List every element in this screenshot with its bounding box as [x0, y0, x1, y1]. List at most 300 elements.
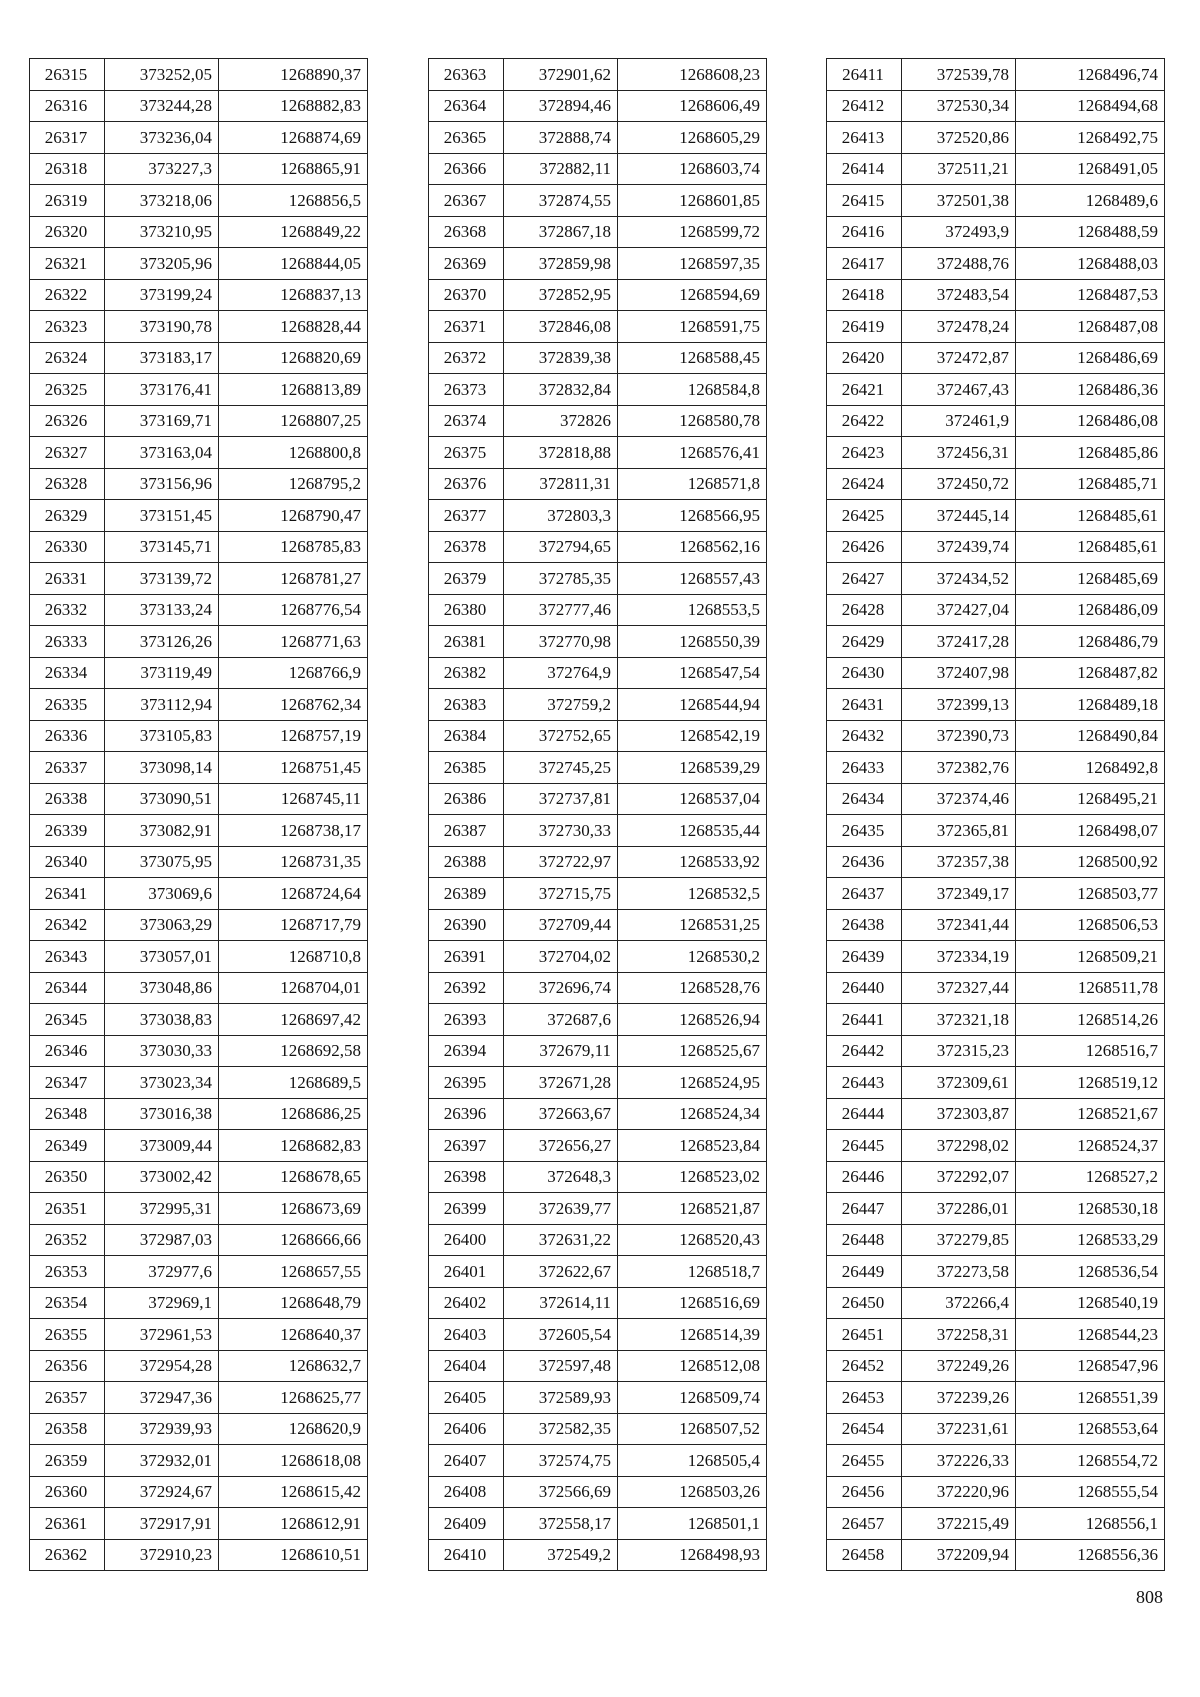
y-coordinate-cell: 1268514,26	[1016, 1004, 1165, 1036]
y-coordinate-cell: 1268640,37	[219, 1319, 368, 1351]
point-number-cell: 26449	[827, 1256, 902, 1288]
table-row	[429, 1476, 767, 1508]
x-coordinate-cell: 372467,43	[902, 374, 1016, 406]
table-row	[30, 1130, 368, 1162]
table-row	[429, 1004, 767, 1036]
x-coordinate-cell: 373156,96	[105, 468, 219, 500]
point-number-cell: 26384	[429, 720, 504, 752]
y-coordinate-cell: 1268554,72	[1016, 1445, 1165, 1477]
table-row	[30, 846, 368, 878]
point-number-cell: 26361	[30, 1508, 105, 1540]
table-row	[30, 909, 368, 941]
y-coordinate-cell: 1268495,21	[1016, 783, 1165, 815]
y-coordinate-cell: 1268599,72	[618, 216, 767, 248]
y-coordinate-cell: 1268535,44	[618, 815, 767, 847]
x-coordinate-cell: 372566,69	[504, 1476, 618, 1508]
point-number-cell: 26343	[30, 941, 105, 973]
point-number-cell: 26427	[827, 563, 902, 595]
table-row	[827, 1319, 1165, 1351]
table-row	[429, 153, 767, 185]
y-coordinate-cell: 1268516,69	[618, 1287, 767, 1319]
x-coordinate-cell: 372852,95	[504, 279, 618, 311]
table-row	[429, 1382, 767, 1414]
table-row	[30, 689, 368, 721]
x-coordinate-cell: 373210,95	[105, 216, 219, 248]
table-row	[827, 311, 1165, 343]
point-number-cell: 26370	[429, 279, 504, 311]
table-row	[429, 1539, 767, 1571]
table-row	[429, 1508, 767, 1540]
point-number-cell: 26404	[429, 1350, 504, 1382]
x-coordinate-cell: 372648,3	[504, 1161, 618, 1193]
x-coordinate-cell: 372417,28	[902, 626, 1016, 658]
table-row	[30, 594, 368, 626]
table-row	[827, 1413, 1165, 1445]
point-number-cell: 26408	[429, 1476, 504, 1508]
x-coordinate-cell: 373236,04	[105, 122, 219, 154]
x-coordinate-cell: 372478,24	[902, 311, 1016, 343]
table-row	[429, 59, 767, 91]
point-number-cell: 26350	[30, 1161, 105, 1193]
point-number-cell: 26429	[827, 626, 902, 658]
x-coordinate-cell: 373145,71	[105, 531, 219, 563]
y-coordinate-cell: 1268485,69	[1016, 563, 1165, 595]
x-coordinate-cell: 372434,52	[902, 563, 1016, 595]
x-coordinate-cell: 372589,93	[504, 1382, 618, 1414]
x-coordinate-cell: 372969,1	[105, 1287, 219, 1319]
point-number-cell: 26402	[429, 1287, 504, 1319]
point-number-cell: 26450	[827, 1287, 902, 1319]
x-coordinate-cell: 372539,78	[902, 59, 1016, 91]
y-coordinate-cell: 1268689,5	[219, 1067, 368, 1099]
y-coordinate-cell: 1268487,53	[1016, 279, 1165, 311]
x-coordinate-cell: 373023,34	[105, 1067, 219, 1099]
table-row	[429, 657, 767, 689]
x-coordinate-cell: 372917,91	[105, 1508, 219, 1540]
y-coordinate-cell: 1268533,29	[1016, 1224, 1165, 1256]
x-coordinate-cell: 373075,95	[105, 846, 219, 878]
y-coordinate-cell: 1268486,69	[1016, 342, 1165, 374]
point-number-cell: 26341	[30, 878, 105, 910]
table-row	[827, 815, 1165, 847]
x-coordinate-cell: 372785,35	[504, 563, 618, 595]
table-row	[827, 657, 1165, 689]
point-number-cell: 26454	[827, 1413, 902, 1445]
y-coordinate-cell: 1268553,5	[618, 594, 767, 626]
table-row	[429, 752, 767, 784]
coordinate-table-3	[826, 58, 1165, 1571]
y-coordinate-cell: 1268820,69	[219, 342, 368, 374]
x-coordinate-cell: 372882,11	[504, 153, 618, 185]
point-number-cell: 26331	[30, 563, 105, 595]
table-row	[30, 531, 368, 563]
table-row	[827, 153, 1165, 185]
table-row	[429, 405, 767, 437]
table-row	[827, 1350, 1165, 1382]
table-row	[30, 1539, 368, 1571]
point-number-cell: 26321	[30, 248, 105, 280]
point-number-cell: 26439	[827, 941, 902, 973]
y-coordinate-cell: 1268588,45	[618, 342, 767, 374]
y-coordinate-cell: 1268542,19	[618, 720, 767, 752]
y-coordinate-cell: 1268485,61	[1016, 500, 1165, 532]
point-number-cell: 26448	[827, 1224, 902, 1256]
table-row	[429, 1161, 767, 1193]
point-number-cell: 26344	[30, 972, 105, 1004]
x-coordinate-cell: 372258,31	[902, 1319, 1016, 1351]
table-row	[827, 878, 1165, 910]
y-coordinate-cell: 1268487,08	[1016, 311, 1165, 343]
table-row	[30, 657, 368, 689]
table-row	[827, 1224, 1165, 1256]
point-number-cell: 26452	[827, 1350, 902, 1382]
y-coordinate-cell: 1268807,25	[219, 405, 368, 437]
point-number-cell: 26352	[30, 1224, 105, 1256]
x-coordinate-cell: 372639,77	[504, 1193, 618, 1225]
point-number-cell: 26367	[429, 185, 504, 217]
y-coordinate-cell: 1268491,05	[1016, 153, 1165, 185]
x-coordinate-cell: 372488,76	[902, 248, 1016, 280]
point-number-cell: 26414	[827, 153, 902, 185]
table-row	[30, 752, 368, 784]
point-number-cell: 26332	[30, 594, 105, 626]
y-coordinate-cell: 1268874,69	[219, 122, 368, 154]
table-row	[827, 1539, 1165, 1571]
y-coordinate-cell: 1268849,22	[219, 216, 368, 248]
point-number-cell: 26415	[827, 185, 902, 217]
table-row	[429, 878, 767, 910]
table-row	[30, 311, 368, 343]
point-number-cell: 26317	[30, 122, 105, 154]
y-coordinate-cell: 1268781,27	[219, 563, 368, 595]
point-number-cell: 26431	[827, 689, 902, 721]
point-number-cell: 26363	[429, 59, 504, 91]
x-coordinate-cell: 372954,28	[105, 1350, 219, 1382]
table-row	[429, 342, 767, 374]
y-coordinate-cell: 1268618,08	[219, 1445, 368, 1477]
point-number-cell: 26324	[30, 342, 105, 374]
table-row	[827, 626, 1165, 658]
y-coordinate-cell: 1268762,34	[219, 689, 368, 721]
y-coordinate-cell: 1268594,69	[618, 279, 767, 311]
y-coordinate-cell: 1268514,39	[618, 1319, 767, 1351]
y-coordinate-cell: 1268531,25	[618, 909, 767, 941]
y-coordinate-cell: 1268521,87	[618, 1193, 767, 1225]
table-row	[429, 90, 767, 122]
y-coordinate-cell: 1268511,78	[1016, 972, 1165, 1004]
y-coordinate-cell: 1268498,93	[618, 1539, 767, 1571]
point-number-cell: 26382	[429, 657, 504, 689]
table-row	[429, 563, 767, 595]
x-coordinate-cell: 373030,33	[105, 1035, 219, 1067]
x-coordinate-cell: 372399,13	[902, 689, 1016, 721]
x-coordinate-cell: 372770,98	[504, 626, 618, 658]
x-coordinate-cell: 373205,96	[105, 248, 219, 280]
point-number-cell: 26405	[429, 1382, 504, 1414]
table-row	[827, 594, 1165, 626]
x-coordinate-cell: 372939,93	[105, 1413, 219, 1445]
y-coordinate-cell: 1268553,64	[1016, 1413, 1165, 1445]
table-row	[827, 1382, 1165, 1414]
table-row	[30, 59, 368, 91]
point-number-cell: 26356	[30, 1350, 105, 1382]
point-number-cell: 26399	[429, 1193, 504, 1225]
x-coordinate-cell: 373057,01	[105, 941, 219, 973]
x-coordinate-cell: 373133,24	[105, 594, 219, 626]
y-coordinate-cell: 1268494,68	[1016, 90, 1165, 122]
point-number-cell: 26440	[827, 972, 902, 1004]
y-coordinate-cell: 1268666,66	[219, 1224, 368, 1256]
table-row	[827, 90, 1165, 122]
x-coordinate-cell: 372407,98	[902, 657, 1016, 689]
point-number-cell: 26358	[30, 1413, 105, 1445]
x-coordinate-cell: 372315,23	[902, 1035, 1016, 1067]
y-coordinate-cell: 1268486,79	[1016, 626, 1165, 658]
point-number-cell: 26436	[827, 846, 902, 878]
table-row	[827, 563, 1165, 595]
y-coordinate-cell: 1268550,39	[618, 626, 767, 658]
table-row	[429, 122, 767, 154]
x-coordinate-cell: 372737,81	[504, 783, 618, 815]
y-coordinate-cell: 1268605,29	[618, 122, 767, 154]
point-number-cell: 26395	[429, 1067, 504, 1099]
x-coordinate-cell: 372987,03	[105, 1224, 219, 1256]
x-coordinate-cell: 372520,86	[902, 122, 1016, 154]
table-row	[827, 689, 1165, 721]
x-coordinate-cell: 373139,72	[105, 563, 219, 595]
point-number-cell: 26373	[429, 374, 504, 406]
y-coordinate-cell: 1268717,79	[219, 909, 368, 941]
point-number-cell: 26366	[429, 153, 504, 185]
x-coordinate-cell: 373183,17	[105, 342, 219, 374]
y-coordinate-cell: 1268485,86	[1016, 437, 1165, 469]
table-row	[827, 216, 1165, 248]
point-number-cell: 26401	[429, 1256, 504, 1288]
x-coordinate-cell: 372357,38	[902, 846, 1016, 878]
point-number-cell: 26339	[30, 815, 105, 847]
y-coordinate-cell: 1268576,41	[618, 437, 767, 469]
x-coordinate-cell: 372472,87	[902, 342, 1016, 374]
table-row	[429, 1319, 767, 1351]
table-row	[30, 279, 368, 311]
y-coordinate-cell: 1268620,9	[219, 1413, 368, 1445]
table-row	[827, 1508, 1165, 1540]
point-number-cell: 26433	[827, 752, 902, 784]
table-row	[429, 311, 767, 343]
table-row	[827, 1161, 1165, 1193]
point-number-cell: 26456	[827, 1476, 902, 1508]
y-coordinate-cell: 1268492,8	[1016, 752, 1165, 784]
x-coordinate-cell: 372759,2	[504, 689, 618, 721]
table-row	[30, 248, 368, 280]
table-row	[30, 468, 368, 500]
table-row	[827, 59, 1165, 91]
point-number-cell: 26329	[30, 500, 105, 532]
point-number-cell: 26445	[827, 1130, 902, 1162]
point-number-cell: 26409	[429, 1508, 504, 1540]
point-number-cell: 26315	[30, 59, 105, 91]
y-coordinate-cell: 1268865,91	[219, 153, 368, 185]
table-row	[30, 972, 368, 1004]
table-row	[827, 374, 1165, 406]
table-row	[429, 626, 767, 658]
point-number-cell: 26381	[429, 626, 504, 658]
point-number-cell: 26325	[30, 374, 105, 406]
point-number-cell: 26396	[429, 1098, 504, 1130]
x-coordinate-cell: 372574,75	[504, 1445, 618, 1477]
table-row	[30, 500, 368, 532]
point-number-cell: 26458	[827, 1539, 902, 1571]
y-coordinate-cell: 1268731,35	[219, 846, 368, 878]
table-row	[429, 815, 767, 847]
point-number-cell: 26320	[30, 216, 105, 248]
x-coordinate-cell: 372709,44	[504, 909, 618, 941]
table-row	[30, 153, 368, 185]
point-number-cell: 26327	[30, 437, 105, 469]
x-coordinate-cell: 372220,96	[902, 1476, 1016, 1508]
x-coordinate-cell: 373199,24	[105, 279, 219, 311]
point-number-cell: 26392	[429, 972, 504, 1004]
point-number-cell: 26376	[429, 468, 504, 500]
y-coordinate-cell: 1268610,51	[219, 1539, 368, 1571]
x-coordinate-cell: 373016,38	[105, 1098, 219, 1130]
table-row	[429, 216, 767, 248]
y-coordinate-cell: 1268625,77	[219, 1382, 368, 1414]
point-number-cell: 26421	[827, 374, 902, 406]
x-coordinate-cell: 372493,9	[902, 216, 1016, 248]
page-number: 808	[1136, 1587, 1163, 1607]
y-coordinate-cell: 1268507,52	[618, 1413, 767, 1445]
x-coordinate-cell: 372715,75	[504, 878, 618, 910]
y-coordinate-cell: 1268597,35	[618, 248, 767, 280]
point-number-cell: 26420	[827, 342, 902, 374]
y-coordinate-cell: 1268524,34	[618, 1098, 767, 1130]
y-coordinate-cell: 1268584,8	[618, 374, 767, 406]
table-row	[30, 1161, 368, 1193]
x-coordinate-cell: 372303,87	[902, 1098, 1016, 1130]
point-number-cell: 26441	[827, 1004, 902, 1036]
x-coordinate-cell: 372445,14	[902, 500, 1016, 532]
x-coordinate-cell: 372977,6	[105, 1256, 219, 1288]
point-number-cell: 26336	[30, 720, 105, 752]
y-coordinate-cell: 1268547,96	[1016, 1350, 1165, 1382]
x-coordinate-cell: 372341,44	[902, 909, 1016, 941]
y-coordinate-cell: 1268486,09	[1016, 594, 1165, 626]
y-coordinate-cell: 1268813,89	[219, 374, 368, 406]
x-coordinate-cell: 372349,17	[902, 878, 1016, 910]
point-number-cell: 26423	[827, 437, 902, 469]
point-number-cell: 26348	[30, 1098, 105, 1130]
table-row	[429, 594, 767, 626]
table-row	[30, 1256, 368, 1288]
point-number-cell: 26355	[30, 1319, 105, 1351]
point-number-cell: 26443	[827, 1067, 902, 1099]
y-coordinate-cell: 1268537,04	[618, 783, 767, 815]
x-coordinate-cell: 372279,85	[902, 1224, 1016, 1256]
x-coordinate-cell: 373090,51	[105, 783, 219, 815]
x-coordinate-cell: 372745,25	[504, 752, 618, 784]
y-coordinate-cell: 1268523,02	[618, 1161, 767, 1193]
table-row	[827, 972, 1165, 1004]
y-coordinate-cell: 1268488,59	[1016, 216, 1165, 248]
table-row	[429, 972, 767, 1004]
x-coordinate-cell: 372832,84	[504, 374, 618, 406]
y-coordinate-cell: 1268509,21	[1016, 941, 1165, 973]
x-coordinate-cell: 373038,83	[105, 1004, 219, 1036]
x-coordinate-cell: 373227,3	[105, 153, 219, 185]
point-number-cell: 26398	[429, 1161, 504, 1193]
point-number-cell: 26410	[429, 1539, 504, 1571]
x-coordinate-cell: 372439,74	[902, 531, 1016, 563]
y-coordinate-cell: 1268648,79	[219, 1287, 368, 1319]
y-coordinate-cell: 1268490,84	[1016, 720, 1165, 752]
y-coordinate-cell: 1268556,36	[1016, 1539, 1165, 1571]
y-coordinate-cell: 1268571,8	[618, 468, 767, 500]
y-coordinate-cell: 1268540,19	[1016, 1287, 1165, 1319]
x-coordinate-cell: 372811,31	[504, 468, 618, 500]
table-row	[30, 1004, 368, 1036]
table-row	[429, 909, 767, 941]
y-coordinate-cell: 1268745,11	[219, 783, 368, 815]
point-number-cell: 26334	[30, 657, 105, 689]
point-number-cell: 26406	[429, 1413, 504, 1445]
x-coordinate-cell: 372239,26	[902, 1382, 1016, 1414]
y-coordinate-cell: 1268523,84	[618, 1130, 767, 1162]
y-coordinate-cell: 1268692,58	[219, 1035, 368, 1067]
point-number-cell: 26434	[827, 783, 902, 815]
point-number-cell: 26417	[827, 248, 902, 280]
x-coordinate-cell: 372334,19	[902, 941, 1016, 973]
point-number-cell: 26451	[827, 1319, 902, 1351]
point-number-cell: 26442	[827, 1035, 902, 1067]
y-coordinate-cell: 1268530,18	[1016, 1193, 1165, 1225]
x-coordinate-cell: 373002,42	[105, 1161, 219, 1193]
table-row	[827, 468, 1165, 500]
point-number-cell: 26428	[827, 594, 902, 626]
x-coordinate-cell: 372450,72	[902, 468, 1016, 500]
x-coordinate-cell: 373009,44	[105, 1130, 219, 1162]
table-row	[827, 1130, 1165, 1162]
table-row	[429, 185, 767, 217]
y-coordinate-cell: 1268528,76	[618, 972, 767, 1004]
y-coordinate-cell: 1268525,67	[618, 1035, 767, 1067]
table-row	[827, 1256, 1165, 1288]
table-row	[827, 248, 1165, 280]
point-number-cell: 26330	[30, 531, 105, 563]
x-coordinate-cell: 373176,41	[105, 374, 219, 406]
point-number-cell: 26444	[827, 1098, 902, 1130]
point-number-cell: 26375	[429, 437, 504, 469]
table-row	[827, 437, 1165, 469]
y-coordinate-cell: 1268485,71	[1016, 468, 1165, 500]
point-number-cell: 26419	[827, 311, 902, 343]
y-coordinate-cell: 1268519,12	[1016, 1067, 1165, 1099]
table-row	[30, 374, 368, 406]
x-coordinate-cell: 372292,07	[902, 1161, 1016, 1193]
table-row	[827, 1193, 1165, 1225]
x-coordinate-cell: 372818,88	[504, 437, 618, 469]
point-number-cell: 26411	[827, 59, 902, 91]
point-number-cell: 26457	[827, 1508, 902, 1540]
table-row	[429, 1445, 767, 1477]
y-coordinate-cell: 1268562,16	[618, 531, 767, 563]
table-row	[429, 374, 767, 406]
x-coordinate-cell: 372932,01	[105, 1445, 219, 1477]
table-row	[30, 1413, 368, 1445]
table-row	[30, 1445, 368, 1477]
table-row	[827, 500, 1165, 532]
y-coordinate-cell: 1268512,08	[618, 1350, 767, 1382]
